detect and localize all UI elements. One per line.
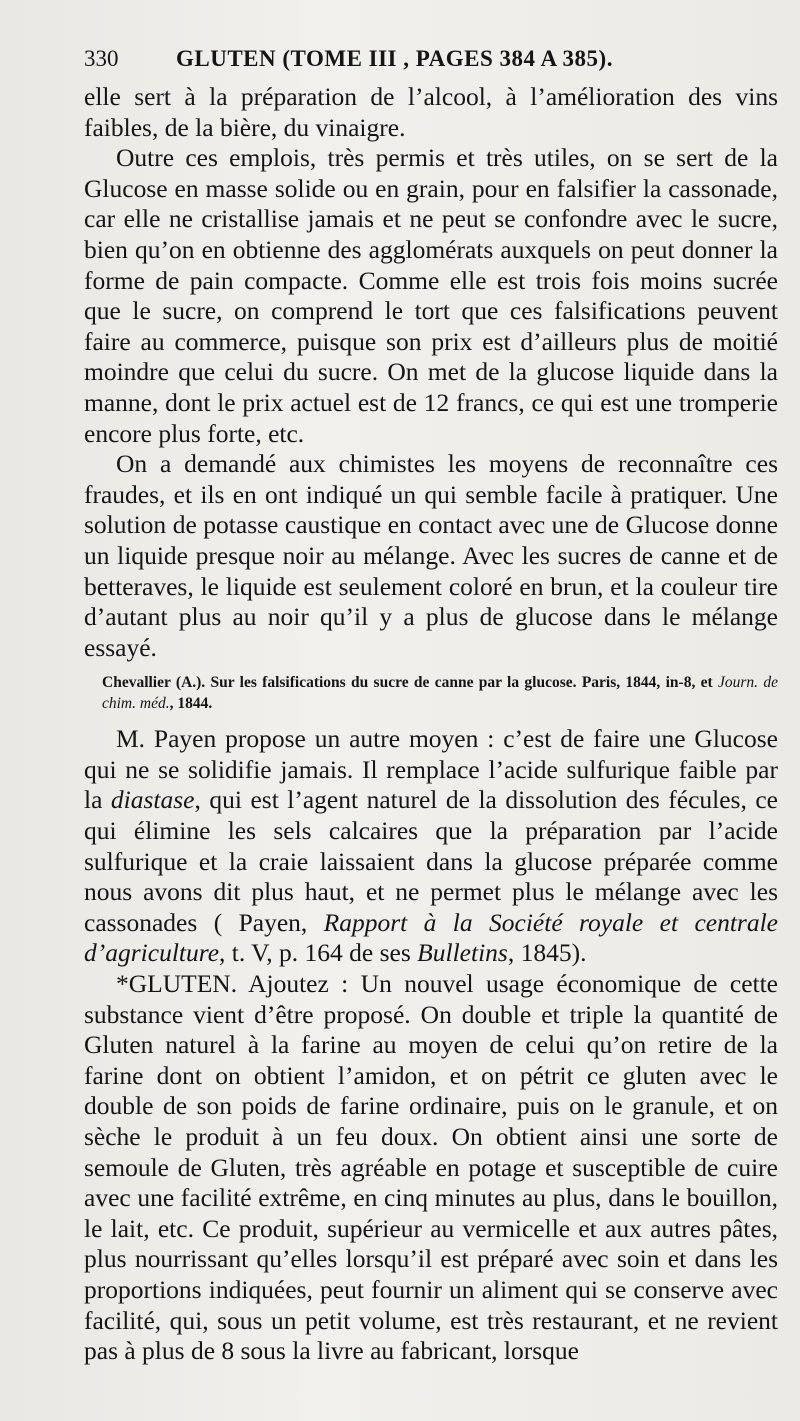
body-text xyxy=(84,82,778,1367)
paragraph-falsification: Outre ces emplois, très permis et très utiles, on se sert de la Glucose en masse solide ou en grain, pour en falsifier la cassonade, car elle ne cristallise jamais et ne peut se confondre avec le sucre, bien qu’on en obtienne des agglomérats auxquels on peut donner la forme de pain compacte. Comme elle est trois fois moins sucrée que le sucre, on comprend le tort que ces falsifications peuvent faire au commerce, puisque son prix est d’ailleurs plus de moitié moindre que celui du sucre. On met de la glucose liquide dans la manne, dont le prix actuel est de 12 francs, ce qui est une tromperie encore plus forte, etc. xyxy=(84,143,778,448)
payen-italic-rapport: Rapport à la Société royale et centrale d’agriculture xyxy=(84,907,778,968)
payen-text-4: , 1845). xyxy=(507,938,587,968)
payen-italic-diastase: diastase xyxy=(110,785,195,815)
paragraph-detection: On a demandé aux chimistes les moyens de reconnaître ces fraudes, et ils en ont indiqué un qui semble facile à pratiquer. Une solution de potasse caustique en contact avec une de Glucose donne un liquide presque noir au mélange. Avec les sucres de canne et de betteraves, le liquide est seulement coloré en brun, et la couleur tire d’autant plus au noir qu’il y a plus de glucose dans le mélange essayé. xyxy=(84,449,778,662)
paragraph-gluten xyxy=(84,969,778,1367)
gluten-text: Ajoutez : Un nouvel usage économique de cette substance vient d’être proposé. On double et triple la quantité de Gluten naturel à la farine au moyen de celui qu’on retire de la farine dont on obtient l’amidon, et on pétrit ce gluten avec le double de son poids de farine ordinaire, puis on le granule, et on sèche le produit à un feu doux. On obtient ainsi une sorte de semoule de Gluten, très agréable en potage et susceptible de cuire avec une facilité extrême, en cinq minutes au plus, dans le bouillon, le lait, etc. Ce produit, supérieur au vermicelle et aux autres pâtes, plus nourrissant qu’elles lorsqu’il est préparé avec soin et dans les proportions indiquées, peut fournir un aliment qui se conserve avec facilité, qui, sous un petit volume, est très restaurant, et ne revient pas à plus de 8 sous la livre au fabricant, lorsque xyxy=(84,969,778,1366)
payen-text-2: , qui est l’agent naturel de la dissolution des fécules, ce qui élimine les sels calcaires que la préparation par l’acide sulfurique et la craie laissaient dans la glucose préparée comme nous avons dit plus haut, et ne permet plus le mélange avec les cassonades ( Payen, xyxy=(84,785,778,937)
payen-italic-bulletins: Bulletins xyxy=(417,938,508,968)
reference-note xyxy=(102,672,778,714)
gluten-heading: *GLUTEN. xyxy=(116,969,238,999)
payen-text-1: M. Payen propose un autre moyen : c’est de faire une Glucose qui ne se solidifie jamais. Il remplace l’acide sulfurique faible par la xyxy=(84,724,778,815)
paragraph-payen xyxy=(84,724,778,969)
payen-text-3: , t. V, p. 164 de ses xyxy=(219,938,418,968)
reference-note-journal: Journ. de chim. méd. xyxy=(102,674,778,713)
paragraph-continuation: elle sert à la préparation de l’alcool, à l’amélioration des vins faibles, de la bière, du vinaigre. xyxy=(84,82,778,142)
reference-note-text: Chevallier (A.). Sur les falsifications du sucre de canne par la glucose. Paris, 1844, in-8, et xyxy=(102,674,719,692)
page-number: 330 xyxy=(84,46,119,71)
running-head: GLUTEN (TOME III , PAGES 384 A 385). xyxy=(176,46,613,71)
page-header xyxy=(84,46,778,80)
reference-note-year: , 1844. xyxy=(169,695,213,713)
